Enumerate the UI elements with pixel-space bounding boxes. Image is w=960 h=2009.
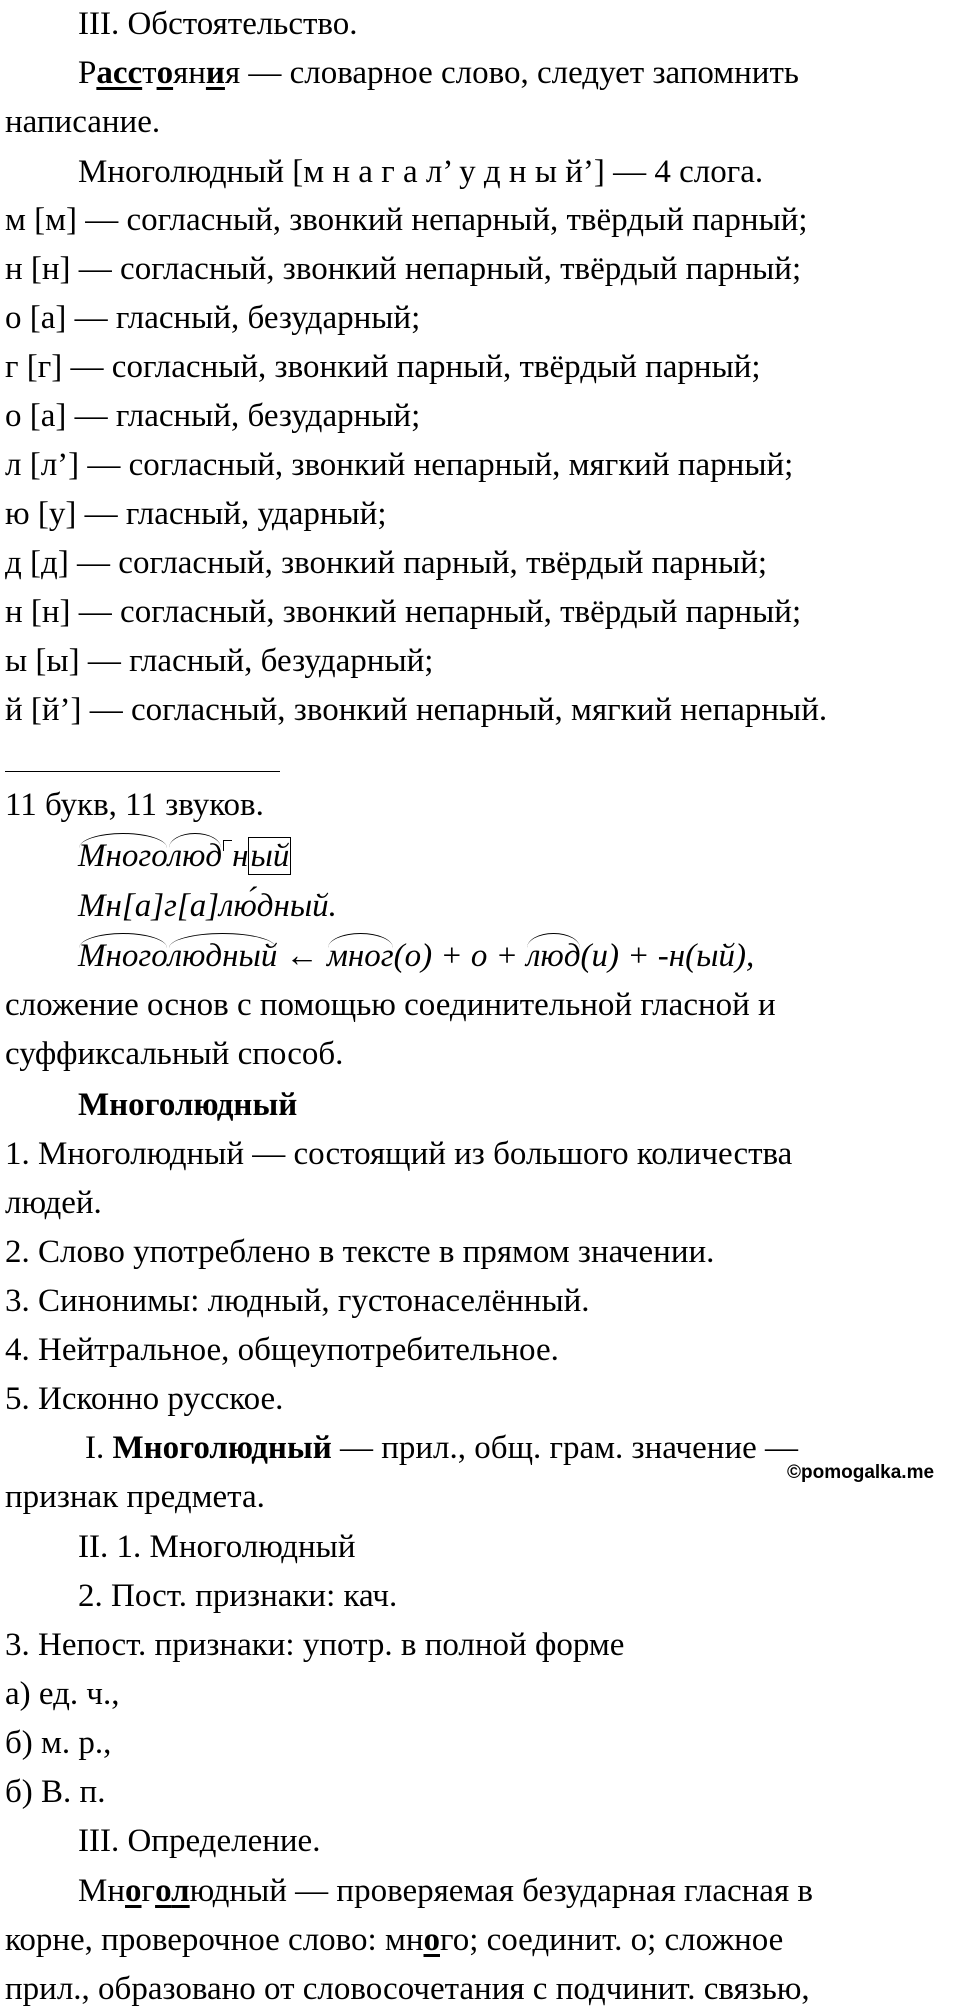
lexical-item: 2. Слово употреблено в тексте в прямом значении. (5, 1234, 715, 1270)
line-sound: н [н] — согласный, звонкий непарный, твёрдый парный; (5, 594, 802, 630)
line-text: суффиксальный способ. (5, 1036, 344, 1072)
lexical-heading: Многолюдный (78, 1087, 298, 1123)
arrow: ← (277, 938, 327, 974)
phonetic-transcription: Мн[а]г[а]лю́дный. (78, 888, 337, 924)
line-sound: о [а] — гласный, безударный; (5, 398, 421, 434)
line-text: б) м. р., (5, 1725, 112, 1761)
spelling-line (78, 1871, 813, 1911)
derivation-line (78, 936, 754, 976)
line-sound: о [а] — гласный, безударный; (5, 300, 421, 336)
word-part: я — словарное слово, следует запомнить (224, 55, 799, 91)
lexical-item: 1. Многолюдный — состоящий из большого количества (5, 1136, 793, 1172)
line-text: III. Определение. (78, 1823, 321, 1859)
derivation-part: (и) + - (580, 938, 669, 974)
orthogram: л (171, 1873, 190, 1909)
analyzed-word: Многолюдный (112, 1430, 332, 1466)
morph-analysis-line (85, 1428, 798, 1468)
line-dictionary-word (78, 53, 799, 93)
word-part: о (156, 55, 174, 91)
word-part: юдный — проверяемая безударная гласная в (189, 1873, 813, 1909)
line-sound: л [л’] — согласный, звонкий непарный, мягкий парный; (5, 447, 794, 483)
word-part: асс (96, 55, 143, 91)
line-sound: г [г] — согласный, звонкий парный, твёрдый парный; (5, 349, 761, 385)
lexical-item: людей. (5, 1185, 102, 1221)
line-sound: м [м] — согласный, звонкий непарный, твёрдый парный; (5, 202, 808, 238)
root-arc: Много (78, 838, 168, 874)
suffix-mark: н (668, 938, 686, 974)
line-phonetic-title: Многолюдный [м н а г а л’ у д н ы й’] — 4 слога. (78, 154, 764, 190)
lexical-item: 3. Синонимы: людный, густонаселённый. (5, 1283, 590, 1319)
stem-arc: людный (167, 938, 278, 974)
lexical-item: 4. Нейтральное, общеупотребительное. (5, 1332, 559, 1368)
line-count: 11 букв, 11 звуков. (5, 787, 264, 823)
word-part: Мн (78, 1873, 126, 1909)
orthogram: о (423, 1922, 440, 1958)
ending-box: ый (250, 838, 290, 874)
stem-arc: Много (78, 938, 168, 974)
analysis-text: — прил., общ. грам. значение — (331, 1430, 799, 1466)
orthogram: о (155, 1873, 172, 1909)
watermark: ©pomogalka.me (787, 1462, 935, 1483)
stem-arc: люд (526, 938, 581, 974)
line-text: признак предмета. (5, 1479, 265, 1515)
word-part: г (141, 1873, 156, 1909)
line-text: а) ед. ч., (5, 1676, 120, 1712)
orthogram: о (125, 1873, 142, 1909)
word-part: т (142, 55, 157, 91)
root-arc: люд (167, 838, 223, 874)
lexical-item: 5. Исконно русское. (5, 1381, 284, 1417)
line-text: б) В. п. (5, 1774, 106, 1810)
word-part: ян (173, 55, 206, 91)
stem-arc: мног (326, 938, 394, 974)
derivation-part: (о) + о + (393, 938, 527, 974)
line-sound: д [д] — согласный, звонкий парный, твёрдый парный; (5, 545, 768, 581)
word-part: и (205, 55, 225, 91)
word-part: Р (78, 55, 97, 91)
morphemic-parse (78, 836, 291, 876)
separator (5, 771, 280, 772)
line-adverbial: III. Обстоятельство. (78, 6, 358, 42)
spelling-line (5, 1920, 783, 1960)
line-sound: й [й’] — согласный, звонкий непарный, мягкий непарный. (5, 692, 828, 728)
derivation-part: (ый), (685, 938, 755, 974)
line-text: 2. Пост. признаки: кач. (78, 1578, 398, 1614)
line-sound: ю [у] — гласный, ударный; (5, 496, 387, 532)
line-text: сложение основ с помощью соединительной гласной и (5, 987, 776, 1023)
line-sound: ы [ы] — гласный, безударный; (5, 643, 434, 679)
line-text: 3. Непост. признаки: употр. в полной форме (5, 1627, 625, 1663)
line-text: прил., образовано от словосочетания с подчинит. связью, (5, 1971, 810, 2007)
line-text: написание. (5, 104, 161, 140)
word-part: корне, проверочное слово: мн (5, 1922, 424, 1958)
section-number: I. (85, 1430, 113, 1466)
line-sound: н [н] — согласный, звонкий непарный, твёрдый парный; (5, 251, 802, 287)
suffix-mark: н (222, 838, 248, 874)
line-text: II. 1. Многолюдный (78, 1529, 356, 1565)
word-part: го; соединит. о; сложное (440, 1922, 784, 1958)
